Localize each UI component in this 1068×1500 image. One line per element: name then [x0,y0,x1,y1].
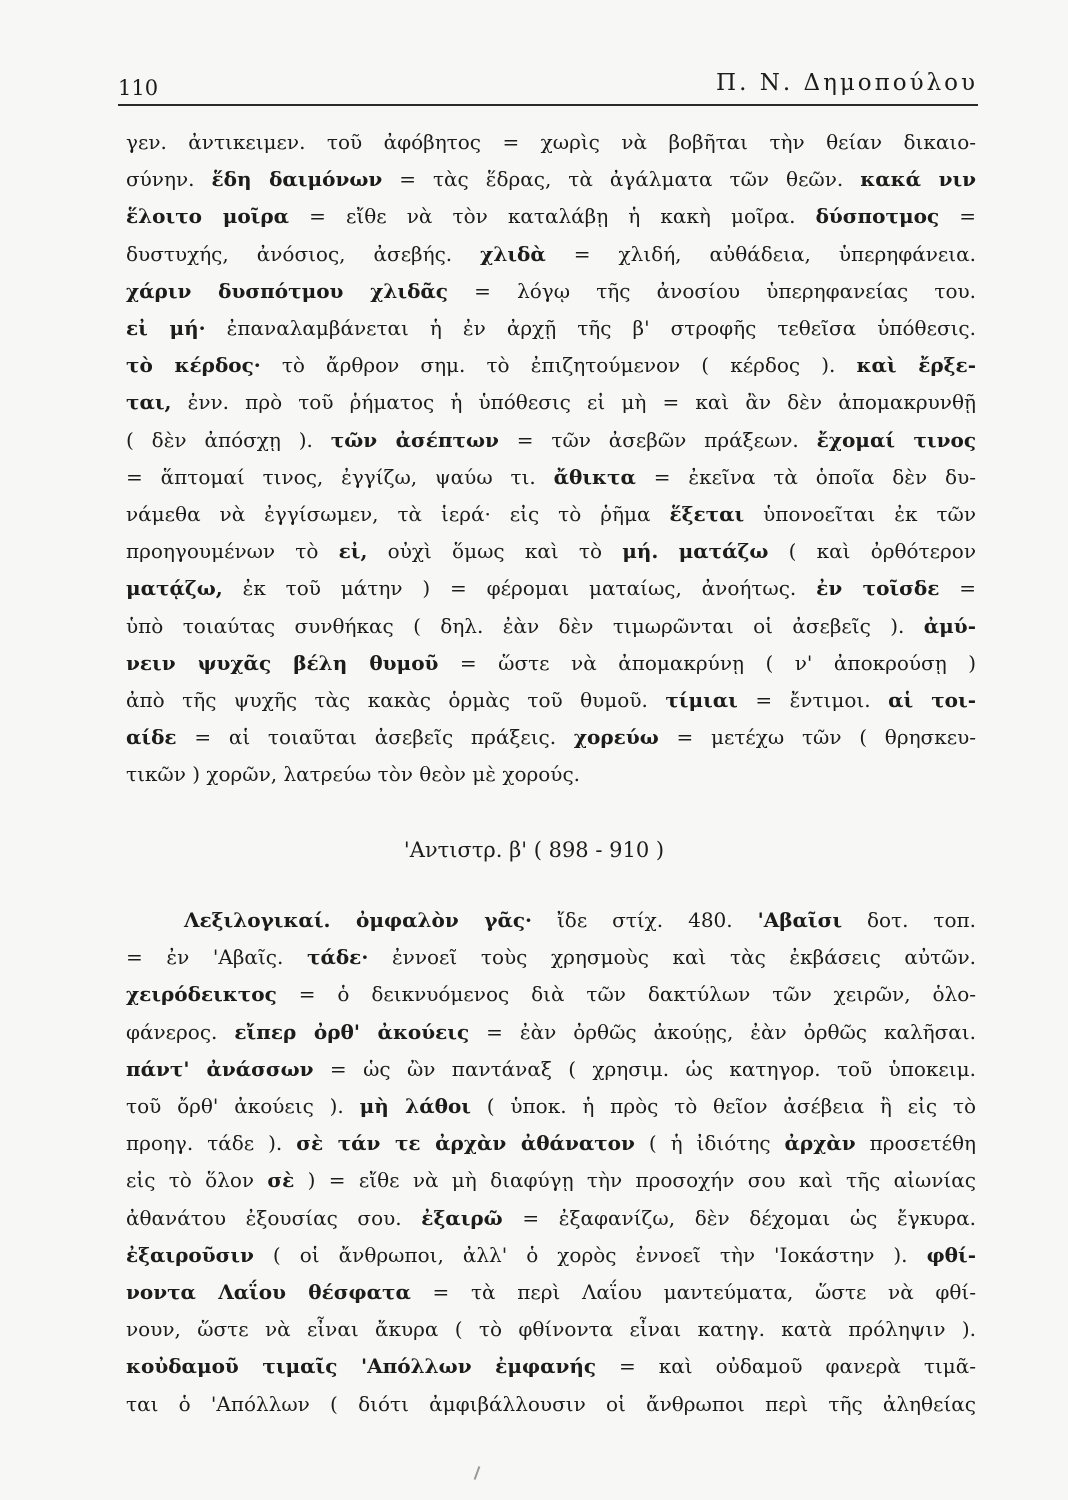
text-line [126,1311,976,1348]
gloss: ἀπὸ τῆς ψυχῆς τὰς κακὰς ὁρμὰς τοῦ θυμοῦ. [126,688,666,713]
text-line [126,384,976,421]
lemma: μή. [622,539,659,564]
page-number: 110 [118,76,159,100]
lemma: ἕξεται [669,502,745,527]
gloss: τοῦ ὄρθ' ἀκούεις ). [126,1094,360,1119]
lemma: αίδε [126,725,177,750]
gloss: = μετέχω τῶν ( θρησκευ- [658,725,976,750]
gloss: = χλιδή, αὐθάδεια, ὑπερηφάνεια. [545,241,976,266]
gloss: = ὥστε νὰ ἀπομακρύνῃ ( ν' ἀποκρούσῃ ) [438,650,976,675]
gloss: = ἐξαφανίζω, δὲν δέχομαι ὡς ἔγκυρα. [502,1205,976,1230]
gloss: ) = εἴθε νὰ μὴ διαφύγῃ τὴν προσοχήν σου καὶ τῆς αἰωνίας [294,1168,976,1193]
lemma: σὲ τάν τε ἀρχὰν ἀθάνατον [296,1131,635,1156]
gloss: ( ἡ ἰδιότης [634,1131,785,1156]
text-line [126,198,976,235]
gloss: = [939,204,976,229]
text-line [126,939,976,976]
scan-mark [474,1466,481,1480]
text-line [126,682,976,719]
gloss: ( καὶ ὀρθότερον [768,539,976,564]
text-line [126,422,976,459]
lemma: τῶν ἀσέπτων [330,427,499,452]
lemma: χλιδὰ [480,241,546,266]
gloss: ἴδε στίχ. 480. [532,908,758,932]
gloss: νουν, ὥστε νὰ εἶναι ἄκυρα ( τὸ φθίνοντα εἶναι κατηγ. κατὰ πρόληψιν ). [126,1317,976,1342]
gloss: προηγ. τάδε ). [126,1131,297,1156]
lemma: νειν ψυχᾶς βέλη θυμοῦ [126,650,439,675]
gloss: = εἴθε νὰ τὸν καταλάβῃ ἡ κακὴ μοῖρα. [289,204,816,229]
gloss: δυστυχής, ἀνόσιος, ἀσεβής. [126,241,481,266]
text-line [126,1348,976,1385]
gloss: = αἱ τοιαῦται ἀσεβεῖς πράξεις. [176,725,574,750]
commentary-block-1 [126,124,976,794]
gloss: τὸ ἄρθρον σημ. τὸ ἐπιζητούμενον ( κέρδος ). [260,353,857,378]
gloss: ἐννοεῖ τοὺς χρησμοὺς καὶ τὰς ἐκβάσεις αὐτῶν. [368,945,976,970]
text-line [126,161,976,198]
lemma: ἐξαιρῶ [421,1205,503,1230]
lemma: ἕδη δαιμόνων [211,167,383,192]
text-line [126,533,976,570]
lemma: πάντ' ἀνάσσων [126,1056,314,1081]
text-line [126,1014,976,1051]
lemma: αἱ τοι- [888,688,976,713]
lemma: ἀρχὰν [784,1131,856,1156]
lemma: εἰ, [338,539,368,564]
lemma: τάδε· [306,945,369,970]
gloss: ἐνν. πρὸ τοῦ ῥήματος ἡ ὑπόθεσις εἰ μὴ = καὶ ἂν δὲν ἀπομακρυνθῇ [171,390,976,415]
text-line [126,347,976,384]
gloss: = ἐκεῖνα τὰ ὁποῖα δὲν δυ- [635,464,976,489]
text-line [126,976,976,1013]
text-line [126,1088,976,1125]
gloss: = ἐὰν ὀρθῶς ἀκούῃς, ἐὰν ὀρθῶς καλῆσαι. [469,1019,976,1044]
lemma: χάριν δυσπότμου χλιδᾶς [126,278,448,303]
text-line [126,1125,976,1162]
gloss: προσετέθη [855,1131,976,1156]
gloss: ( δὲν ἀπόσχῃ ). [126,427,331,452]
text-line [126,1237,976,1274]
gloss: εἰς τὸ ὅλον [126,1168,268,1193]
lemma: σὲ [267,1168,295,1193]
lemma: ται, [126,390,172,415]
lemma: χορεύω [573,725,659,750]
gloss: ται ὁ 'Απόλλων ( διότι ἀμφιβάλλουσιν οἱ ἄνθρωποι περὶ τῆς ἀληθείας [126,1391,976,1416]
gloss: = τὰ περὶ Λαΐου μαντεύματα, ὥστε νὰ φθί- [410,1280,976,1305]
text-line [126,1274,976,1311]
gloss: δοτ. τοπ. [842,908,976,932]
text-line [126,645,976,682]
text-line [126,1162,976,1199]
lemma: ἐν τοῖσδε [816,576,940,601]
lemma: εἰ μή· [126,316,206,341]
lemma: ματᾴζω, [126,576,223,601]
gloss: ἐκ τοῦ μάτην ) = φέρομαι ματαίως, ἀνοήτως. [222,576,817,601]
gloss: = τὰς ἕδρας, τὰ ἀγάλματα τῶν θεῶν. [382,167,861,192]
lemma: ἀμύ- [923,613,976,638]
text-line [126,1386,976,1423]
gloss: = ἐν 'Αβαῖς. [126,945,307,970]
text-line [126,1200,976,1237]
gloss: προηγουμένων τὸ [126,539,339,564]
gloss: οὐχὶ ὅμως καὶ τὸ [367,539,623,564]
gloss [658,539,678,563]
text-line [126,273,976,310]
gloss: ἐπαναλαμβάνεται ἡ ἐν ἀρχῇ τῆς β' στροφῆς τεθεῖσα ὑπόθεσις. [205,316,976,341]
text-line [126,459,976,496]
gloss: = ἅπτομαί τινος, ἐγγίζω, ψαύω τι. [126,464,554,489]
lemma: κοὐδαμοῦ τιμαῖς 'Απόλλων ἐμφανής [126,1354,597,1379]
running-head: Π. Ν. Δημοπούλου [716,70,978,96]
gloss: = ὁ δεικνυόμενος διὰ τῶν δακτύλων τῶν χειρῶν, ὁλο- [276,982,976,1007]
gloss: τικῶν ) χορῶν, λατρεύω τὸν θεὸν μὲ χορούς. [126,762,581,787]
text-line [126,719,976,756]
lemma: δύσποτμος [815,204,940,229]
gloss: = ὡς ὢν παντάναξ ( χρησιμ. ὡς κατηγορ. τοῦ ὑποκειμ. [313,1056,976,1081]
gloss: ὑπὸ τοιαύτας συνθήκας ( δηλ. ἐὰν δὲν τιμωρῶνται οἱ ἀσεβεῖς ). [126,613,924,638]
gloss: ( ὑποκ. ἡ πρὸς τὸ θεῖον ἀσέβεια ἢ εἰς τὸ [470,1094,976,1119]
gloss: νάμεθα νὰ ἐγγίσωμεν, τὰ ἱερά· εἰς τὸ ῥῆμα [126,502,670,527]
gloss: ( οἱ ἄνθρωποι, ἀλλ' ὁ χορὸς ἐννοεῖ τὴν 'Ιοκάστην ). [253,1242,927,1267]
lemma: τίμιαι [665,688,738,713]
text-line [126,1051,976,1088]
text-line [126,902,976,939]
text-line [126,124,976,161]
lemma: ἄθικτα [553,464,636,489]
commentary-block-2 [126,902,976,1423]
text-line [126,236,976,273]
section-title: 'Αντιστρ. β' ( 898 - 910 ) [403,838,665,862]
text-line [126,608,976,645]
lemma: φθί- [926,1242,976,1267]
lemma: Λεξιλογικαί. ὀμφαλὸν γᾶς· [184,908,532,932]
lemma: ματάζω [678,539,769,564]
lemma: τὸ κέρδος· [126,353,261,378]
gloss: = ἔντιμοι. [737,688,889,713]
lemma: νοντα Λαΐου θέσφατα [126,1280,411,1305]
lemma: καὶ ἔρξε- [856,353,976,378]
lemma: κακά νιν [860,167,976,192]
gloss: = καὶ οὐδαμοῦ φανερὰ τιμᾶ- [596,1354,976,1379]
gloss: = τῶν ἀσεβῶν πράξεων. [498,427,817,452]
text-line [126,310,976,347]
gloss: = [939,576,976,601]
lemma: ἕλοιτο μοῖρα [126,204,290,229]
gloss: ἀθανάτου ἐξουσίας σου. [126,1205,422,1230]
lemma: εἴπερ ὀρθ' ἀκούεις [234,1019,470,1044]
lemma: 'Αβαῖσι [757,908,842,932]
gloss: φάνερος. [126,1019,235,1044]
gloss: γεν. ἀντικειμεν. τοῦ ἀφόβητος = χωρὶς νὰ βοβῆται τὴν θείαν δικαιο- [126,130,976,154]
gloss: ὑπονοεῖται ἐκ τῶν [744,502,976,527]
text-line [126,570,976,607]
gloss: = λόγῳ τῆς ἀνοσίου ὑπερηφανείας του. [447,278,976,303]
text-line [126,496,976,533]
lemma: ἔχομαί τινος [816,427,976,452]
gloss: σύνην. [126,167,212,192]
page-header [118,60,978,106]
lemma: μὴ λάθοι [359,1094,471,1119]
text-line [126,756,976,793]
lemma: χειρόδεικτος [126,982,277,1007]
lemma: ἐξαιροῦσιν [126,1242,254,1267]
